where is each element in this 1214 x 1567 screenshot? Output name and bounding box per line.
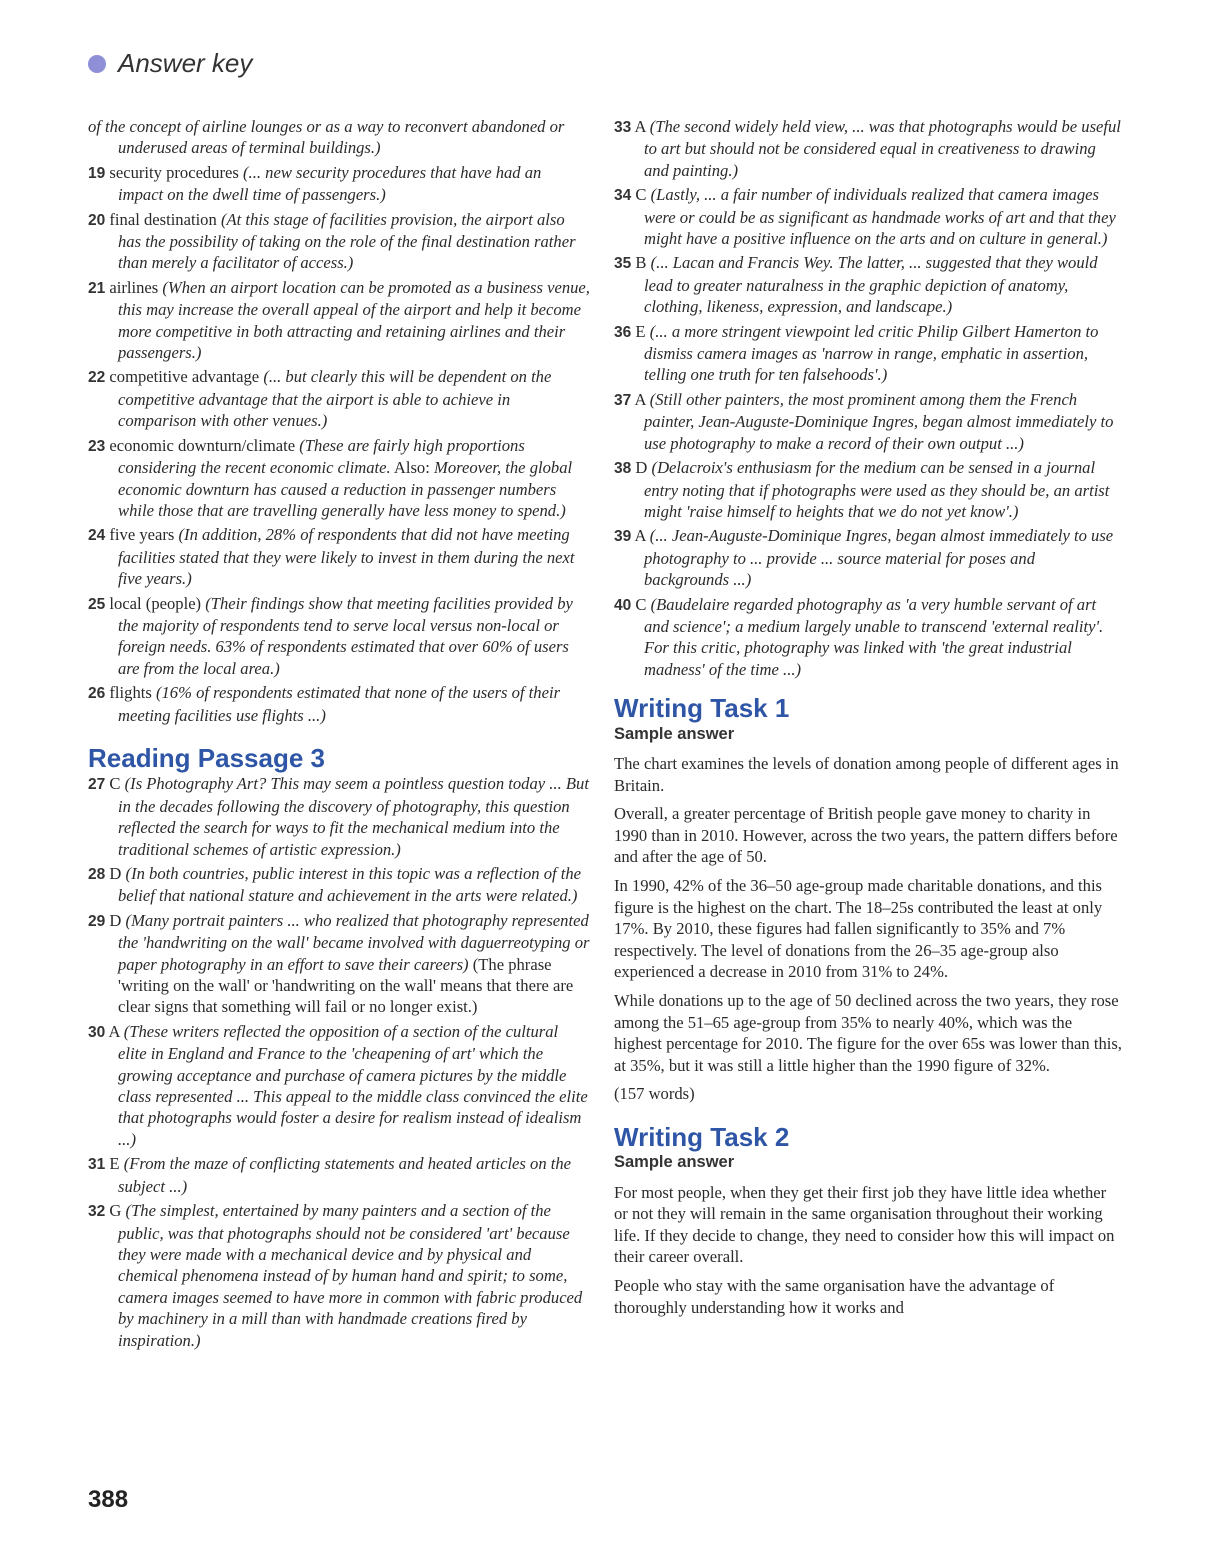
writing2-paragraph-2: People who stay with the same organisation have the advantage of thoroughly understanding how it works and xyxy=(614,1276,1055,1317)
writing1-word-count: (157 words) xyxy=(614,1084,695,1104)
page-number: 388 xyxy=(88,1486,129,1513)
subheading-sample-answer-2: Sample answer xyxy=(614,1153,735,1172)
page-title: Answer key xyxy=(118,48,253,78)
answer-28: 28 D (In both countries, public interest in this topic was a reflection of the belief that national stature and achievement in the arts were related.) xyxy=(88,864,582,906)
answer-23: 23 economic downturn/climate (These are fairly high proportions considering the recent economic climate. Also: Moreover, the global economic downturn has caused a reduction in passenger numbers while those that are travelling generally have less money to spend.) xyxy=(88,435,573,520)
answers-19-26 xyxy=(88,162,590,726)
writing2-paragraph-1: For most people, when they get their first job they have little idea whether or not they will remain in the same organisation throughout their working life. If they decide to change, they need to consider how this will impact on their career overall. xyxy=(614,1182,1115,1267)
answer-34: 34 C (Lastly, ... a fair number of individuals realized that camera images were or could be as significant as handmade works of art and that they might have a positive influence on the arts and on culture in general.) xyxy=(614,185,1116,249)
answer-31: 31 E (From the maze of conflicting statements and heated articles on the subject ...) xyxy=(88,1154,572,1196)
answer-22: 22 competitive advantage (... but clearly this will be dependent on the competitive advantage that the airport is able to achieve in comparison with other venues.) xyxy=(88,367,552,431)
answer-25: 25 local (people) (Their findings show that meeting facilities provided by the majority of respondents tend to serve local versus non-local or foreign needs. 63% of respondents estimated that over 60% of users are from the local area.) xyxy=(88,593,573,678)
answer-33: 33 A (The second widely held view, ... was that photographs would be useful to art but should not be considered equal in creativeness to drawing and painting.) xyxy=(614,117,1121,180)
answer-24: 24 five years (In addition, 28% of respondents that did not have meeting facilities stated that they were likely to invest in them during the next five years.) xyxy=(88,525,575,589)
answer-32: 32 G (The simplest, entertained by many painters and a section of the public, was that photographs should not be considered 'art' because they were made with a mechanical device and by physical and chemical phenomena instead of by human hand and spirit; to some, camera images seemed to have more in common with fabric produced by machinery in a mill than with handmade creations fired by inspiration.) xyxy=(88,1201,583,1350)
answers-33-40 xyxy=(614,116,1124,680)
section-heading-writing-task-2: Writing Task 2 xyxy=(614,1121,790,1152)
left-column xyxy=(88,116,590,1354)
writing1-paragraph-1: The chart examines the levels of donation among people of different ages in Britain. xyxy=(614,753,1119,795)
continuation-text: of the concept of airline lounges or as a way to reconvert abandoned or underused areas of terminal buildings.) xyxy=(88,117,565,158)
writing1-paragraph-3: In 1990, 42% of the 36–50 age-group made charitable donations, and this figure is the highest on the chart. The 18–25s contributed the least at only 17%. By 2010, these figures had fallen significantly to 35% and 7% respectively. The level of donations from the 26–35 age-group also experienced a decrease in 2010 from 31% to 24%. xyxy=(614,875,1103,982)
answer-20: 20 final destination (At this stage of facilities provision, the airport also has the possibility of taking on the role of the final destination rather than merely a facilitator of access.) xyxy=(88,209,576,273)
section-heading-reading-passage-3: Reading Passage 3 xyxy=(88,742,325,773)
answer-35: 35 B (... Lacan and Francis Wey. The latter, ... suggested that they would lead to greater naturalness in the graphic depiction of anatomy, clothing, likeness, expression, and landscape.) xyxy=(614,253,1098,317)
answer-30: 30 A (These writers reflected the opposition of a section of the cultural elite in England and France to the 'cheapening of art' which the growing acceptance and purchase of camera pictures by the middle class represented ... This appeal to the middle class convinced the elite that photographs would foster a desire for realism instead of idealism ...) xyxy=(88,1021,588,1149)
answer-40: 40 C (Baudelaire regarded photography as 'a very humble servant of art and science'; a medium largely unable to transcend 'external reality'. For this critic, photography was linked with 'the great industrial madness' of the time ...) xyxy=(614,594,1104,679)
answer-36: 36 E (... a more stringent viewpoint led critic Philip Gilbert Hamerton to dismiss camera images as 'narrow in range, emphatic in assertion, telling one truth for ten falsehoods'.) xyxy=(614,321,1099,385)
answer-26: 26 flights (16% of respondents estimated that none of the users of their meeting facilities use flights ...) xyxy=(88,683,561,725)
answer-27: 27 C (Is Photography Art? This may seem a pointless question today ... But in the decades following the discovery of photography, this question reflected the search for ways to fit the mechanical medium into the traditional schemes of artistic expression.) xyxy=(88,774,589,859)
writing1-paragraph-4: While donations up to the age of 50 declined across the two years, they rose among the 51–65 age-group from 35% to nearly 40%, which was the highest percentage for 2010. The figure for the over 65s was lower than this, at 35%, but it was still a little higher than the 1990 figure of 32%. xyxy=(614,990,1122,1075)
answer-19: 19 security procedures (... new security procedures that have had an impact on the dwell time of passengers.) xyxy=(88,162,542,205)
answer-39: 39 A (... Jean-Auguste-Dominique Ingres, began almost immediately to use photography to ... provide ... source material for poses and backgrounds ...) xyxy=(614,526,1114,590)
answer-38: 38 D (Delacroix's enthusiasm for the medium can be sensed in a journal entry noting that if photographs were used as they should be, an artist might 'raise himself to heights that we do not yet know'.) xyxy=(614,458,1110,521)
answer-37: 37 A (Still other painters, the most prominent among them the French painter, Jean-Auguste-Dominique Ingres, began almost immediately to use photography to make a record of their own output ...) xyxy=(614,389,1114,453)
answer-29: 29 D (Many portrait painters ... who realized that photography represented the 'handwriting on the wall' became involved with daguerreotyping or paper photography in an effort to save their careers) (The phrase 'writing on the wall' or 'handwriting on the wall' means that there are clear signs that something will fail or no longer exist.) xyxy=(88,910,590,1017)
subheading-sample-answer-1: Sample answer xyxy=(614,724,735,743)
answers-27-32 xyxy=(88,773,590,1351)
right-column xyxy=(614,116,1124,1325)
page-header xyxy=(88,48,252,79)
bullet-dot-icon xyxy=(88,55,106,73)
section-heading-writing-task-1: Writing Task 1 xyxy=(614,693,790,724)
answer-21: 21 airlines (When an airport location can be promoted as a business venue, this may increase the overall appeal of the airport and help it become more competitive in both attracting and retaining airlines and their passengers.) xyxy=(88,277,590,363)
writing1-paragraph-2: Overall, a greater percentage of British people gave money to charity in 1990 than in 2010. However, across the two years, the pattern differs before and after the age of 50. xyxy=(614,804,1118,867)
